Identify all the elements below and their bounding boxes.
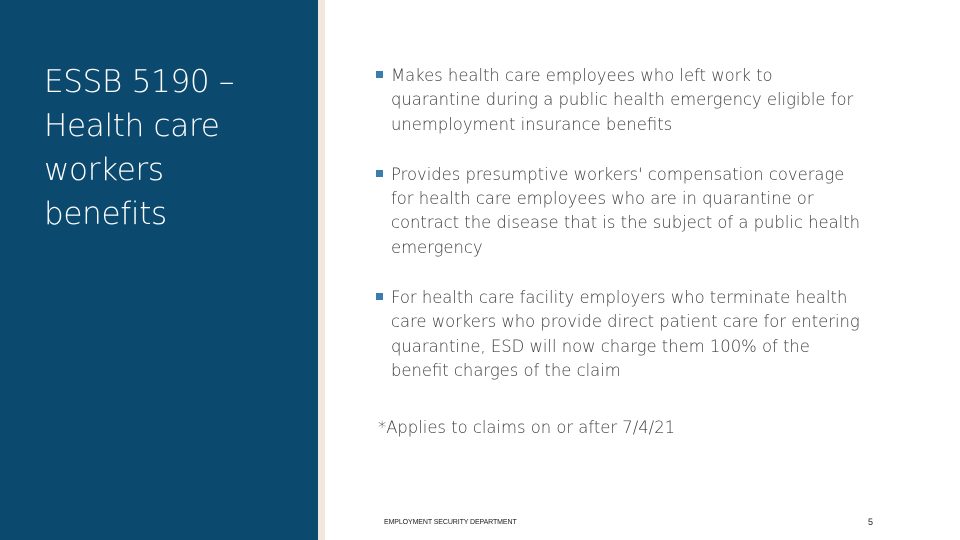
applicability-note: *Applies to claims on or after 7/4/21 — [378, 418, 676, 437]
bullet-text: Makes health care employees who left work to quarantine during a public health emergency eligible for unemployment insurance benefits — [391, 66, 854, 134]
square-bullet-icon — [376, 71, 383, 78]
bullet-list — [376, 64, 866, 409]
page-number: 5 — [868, 517, 874, 527]
accent-strip — [318, 0, 325, 540]
bullet-text: Provides presumptive workers' compensation coverage for health care employees who are in quarantine or contract the disease that is the subject of a public health emergency — [391, 164, 861, 257]
bullet-item — [376, 286, 866, 383]
square-bullet-icon — [376, 170, 383, 177]
footer-department: EMPLOYMENT SECURITY DEPARTMENT — [384, 519, 517, 526]
bullet-item — [376, 163, 866, 260]
bullet-text: For health care facility employers who terminate health care workers who provide direct patient care for entering quarantine, ESD will now charge them 100% of the benefit charges of the claim — [391, 288, 860, 380]
bullet-item — [376, 64, 866, 137]
slide-title: ESSB 5190 – Health care workers benefits — [44, 64, 235, 232]
square-bullet-icon — [376, 293, 383, 300]
title-panel — [0, 0, 318, 540]
